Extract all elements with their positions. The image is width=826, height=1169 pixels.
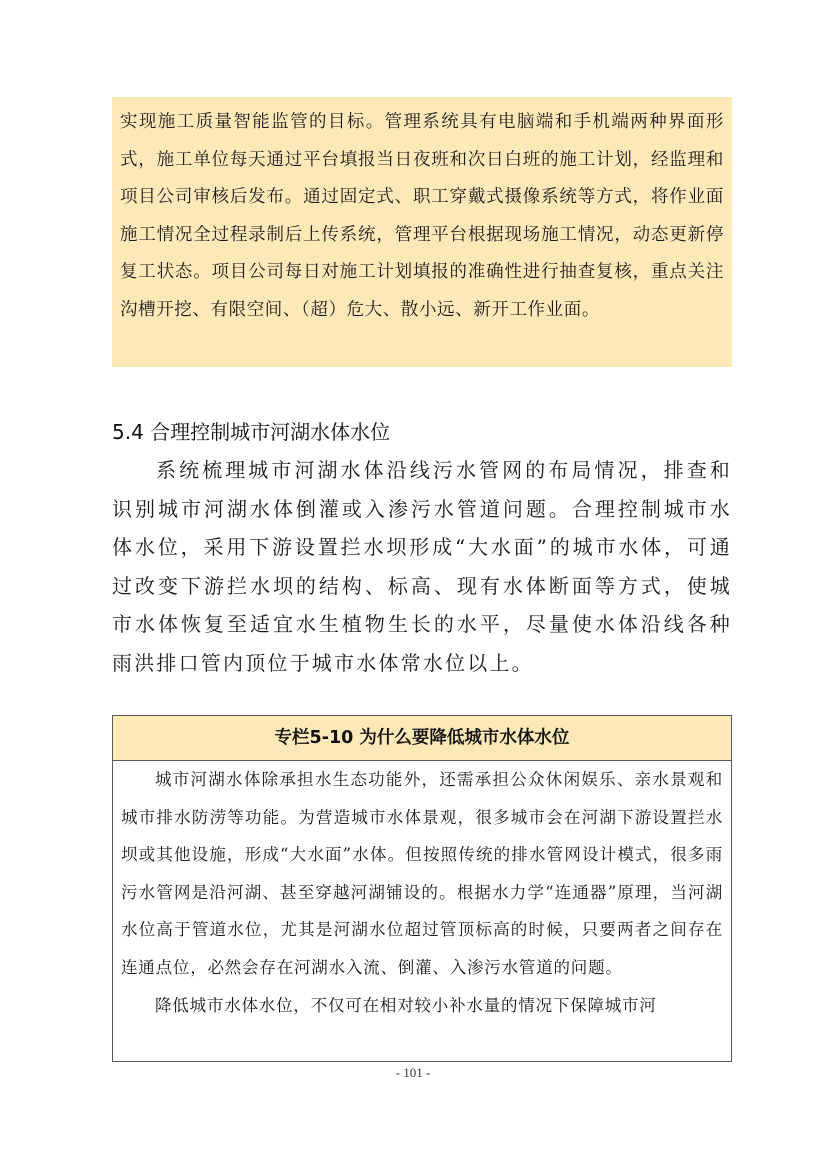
highlighted-text-box xyxy=(112,97,732,367)
highlighted-paragraph: 实现施工质量智能监管的目标。管理系统具有电脑端和手机端两种界面形式，施工单位每天通过平台填报当日夜班和次日白班的施工计划，经监理和项目公司审核后发布。通过固定式、职工穿戴式摄像系统等方式，将作业面施工情况全过程录制后上传系统，管理平台根据现场施工情况，动态更新停复工状态。项目公司每日对施工计划填报的准确性进行抽查复核，重点关注沟槽开挖、有限空间、（超）危大、散小远、新开工作业面。 xyxy=(120,112,724,320)
column-paragraph-1: 城市河湖水体除承担水生态功能外，还需承担公众休闲娱乐、亲水景观和城市排水防涝等功能。为营造城市水体景观，很多城市会在河湖下游设置拦水坝或其他设施，形成“大水面”水体。但按照传统的排水管网设计模式，很多雨污水管网是沿河湖、甚至穿越河湖铺设的。根据水力学“连通器”原理，当河湖水位高于管道水位，尤其是河湖水位超过管顶标高的时候，只要两者之间存在连通点位，必然会存在河湖水入流、倒灌、入渗污水管道的问题。 xyxy=(121,770,723,977)
column-body xyxy=(113,761,731,1024)
column-paragraph-2: 降低城市水体水位，不仅可在相对较小补水量的情况下保障城市河 xyxy=(155,995,657,1015)
section-heading: 5.4 合理控制城市河湖水体水位 xyxy=(112,420,391,444)
section-paragraph: 系统梳理城市河湖水体沿线污水管网的布局情况，排查和识别城市河湖水体倒灌或入渗污水管道问题。合理控制城市水体水位，采用下游设置拦水坝形成“大水面”的城市水体，可通过改变下游拦水坝的结构、标高、现有水体断面等方式，使城市水体恢复至适宜水生植物生长的水平，尽量使水体沿线各种雨洪排口管内顶位于城市水体常水位以上。 xyxy=(112,458,732,675)
column-title: 专栏5-10 为什么要降低城市水体水位 xyxy=(113,716,731,761)
page-number: - 101 - xyxy=(395,1065,431,1080)
sidebar-column-box xyxy=(112,715,732,1062)
